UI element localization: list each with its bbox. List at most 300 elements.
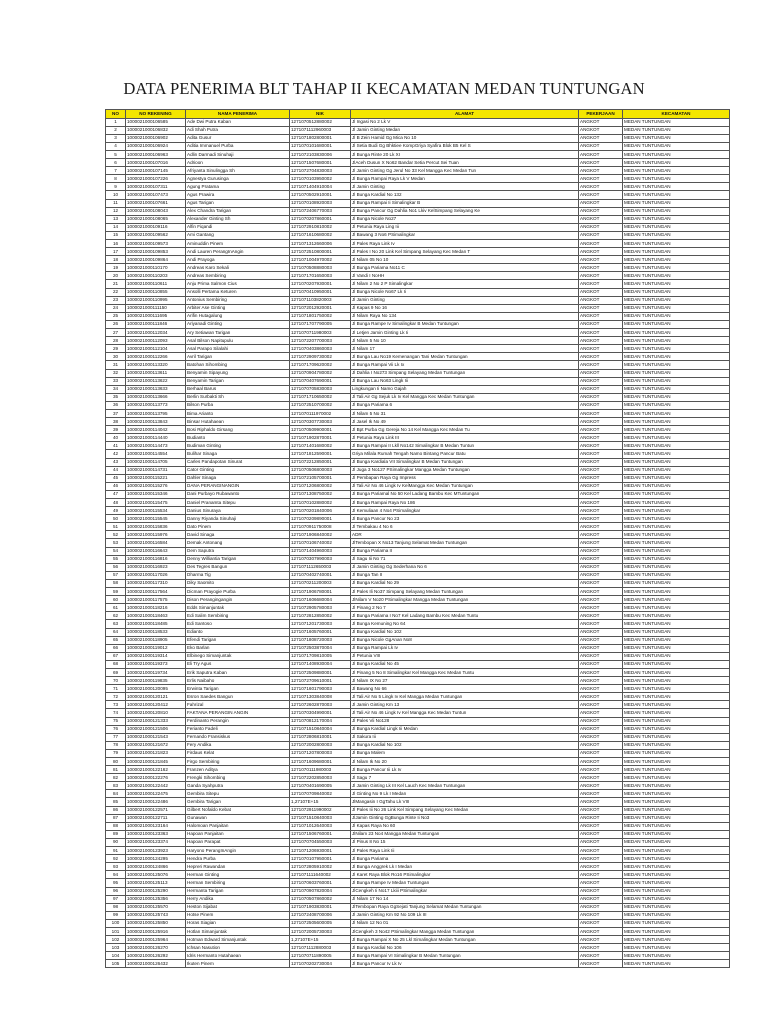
- cell-alamat: ADR: [351, 531, 579, 539]
- cell-rekening: 1000021000114440: [126, 434, 186, 442]
- cell-no: 85: [106, 798, 126, 806]
- table-row: [106, 369, 730, 377]
- cell-alamat: Jl Nilam 5 No 31: [351, 409, 579, 417]
- cell-no: 73: [106, 701, 126, 709]
- cell-rekening: 1000021000114473: [126, 442, 186, 450]
- cell-kecamatan: MEDAN TUNTUNGAN: [623, 806, 730, 814]
- cell-kecamatan: MEDAN TUNTUNGAN: [623, 507, 730, 515]
- cell-nik: 1271071012640003: [290, 822, 351, 830]
- cell-nik: 1271071609680001: [290, 758, 351, 766]
- cell-rekening: 1000021000106902: [126, 134, 186, 142]
- cell-alamat: Jl Nilam 17: [351, 345, 579, 353]
- cell-pekerjaan: ANGKOT: [579, 175, 623, 183]
- table-row: [106, 418, 730, 426]
- cell-kecamatan: MEDAN TUNTUNGAN: [623, 563, 730, 571]
- cell-no: 49: [106, 507, 126, 515]
- cell-kecamatan: MEDAN TUNTUNGAN: [623, 191, 730, 199]
- cell-rekening: 1000021000106963: [126, 150, 186, 158]
- cell-nik: 1271072910810002: [290, 223, 351, 231]
- cell-nik: 1271070111970002: [290, 409, 351, 417]
- cell-nik: 1271070202730004: [290, 960, 351, 968]
- cell-pekerjaan: ANGKOT: [579, 458, 623, 466]
- cell-pekerjaan: ANGKOT: [579, 183, 623, 191]
- cell-pekerjaan: ANGKOT: [579, 167, 623, 175]
- cell-rekening: 1000021000123923: [126, 847, 186, 855]
- cell-rekening: 1000021000113773: [126, 401, 186, 409]
- cell-alamat: Jl Bunga Pariama: [351, 855, 579, 863]
- table-row: [106, 482, 730, 490]
- cell-rekening: 1000021000125964: [126, 936, 186, 944]
- cell-nama: Ichsan Nasution: [186, 944, 290, 952]
- cell-kecamatan: MEDAN TUNTUNGAN: [623, 887, 730, 895]
- cell-nama: Des Tegres Bangun: [186, 563, 290, 571]
- table-row: [106, 952, 730, 960]
- cell-nama: Hendra Purba: [186, 855, 290, 863]
- cell-pekerjaan: ANGKOT: [579, 725, 623, 733]
- cell-alamat: Jl Kemuliaan 4 No4 PSimalingkar: [351, 507, 579, 515]
- table-row: [106, 733, 730, 741]
- cell-no: 75: [106, 717, 126, 725]
- cell-no: 26: [106, 320, 126, 328]
- cell-nama: Ferdinanto Perangin: [186, 717, 290, 725]
- table-row: [106, 215, 730, 223]
- cell-rekening: 1000021000107473: [126, 191, 186, 199]
- cell-nik: 1271070603760001: [290, 879, 351, 887]
- cell-no: 105: [106, 960, 126, 968]
- cell-nik: 1271071510840004: [290, 725, 351, 733]
- cell-alamat: Jl Jamin Ginting Km 92 No 109 Lk III: [351, 911, 579, 919]
- cell-alamat: JlCengkeh Ii No17 Lkiii PSimalingkar: [351, 887, 579, 895]
- cell-rekening: 1000021000124295: [126, 855, 186, 863]
- cell-pekerjaan: ANGKOT: [579, 555, 623, 563]
- cell-nama: Erwinta Tarigan: [186, 685, 290, 693]
- cell-no: 55: [106, 555, 126, 563]
- cell-rekening: 1000021000111695: [126, 312, 186, 320]
- cell-nik: 1271071404910004: [290, 183, 351, 191]
- cell-pekerjaan: ANGKOT: [579, 337, 623, 345]
- cell-pekerjaan: ANGKOT: [579, 628, 623, 636]
- cell-no: 81: [106, 766, 126, 774]
- table-row: [106, 320, 730, 328]
- cell-kecamatan: MEDAN TUNTUNGAN: [623, 353, 730, 361]
- cell-alamat: Jl Bunga Pariamal No 50 Kel Ladang Bambu Kec MTuntungan: [351, 490, 579, 498]
- cell-nama: Gembira Tarigan: [186, 798, 290, 806]
- cell-nama: Horas Siagian: [186, 919, 290, 927]
- cell-rekening: 1000021000125743: [126, 911, 186, 919]
- cell-rekening: 1000021000112034: [126, 329, 186, 337]
- cell-kecamatan: MEDAN TUNTUNGAN: [623, 596, 730, 604]
- cell-no: 92: [106, 855, 126, 863]
- cell-kecamatan: MEDAN TUNTUNGAN: [623, 620, 730, 628]
- cell-nik: 1271071207800003: [290, 749, 351, 757]
- cell-kecamatan: MEDAN TUNTUNGAN: [623, 701, 730, 709]
- cell-nik: 1271070403860003: [290, 345, 351, 353]
- table-row: [106, 863, 730, 871]
- cell-nik: 1271070407690001: [290, 377, 351, 385]
- cell-rekening: 1000021000117026: [126, 571, 186, 579]
- cell-rekening: 1000021000119012: [126, 644, 186, 652]
- cell-alamat: Jl Pinus 8 No 15: [351, 838, 579, 846]
- table-row: [106, 142, 730, 150]
- column-header-kecamatan: KECAMATAN: [623, 110, 730, 119]
- cell-alamat: Jl Bunga Nicole No67 Lk Ii: [351, 288, 579, 296]
- cell-nik: 1271071510840003: [290, 814, 351, 822]
- cell-nik: 1271070108920003: [290, 199, 351, 207]
- cell-nik: 1271070410950001: [290, 288, 351, 296]
- cell-pekerjaan: ANGKOT: [579, 830, 623, 838]
- cell-pekerjaan: ANGKOT: [579, 733, 623, 741]
- cell-no: 66: [106, 644, 126, 652]
- cell-pekerjaan: ANGKOT: [579, 304, 623, 312]
- cell-alamat: Jl Bunga Rinte 20 Lk XI: [351, 150, 579, 158]
- cell-pekerjaan: ANGKOT: [579, 547, 623, 555]
- cell-no: 13: [106, 215, 126, 223]
- cell-nik: 1271072105700001: [290, 474, 351, 482]
- table-row: [106, 288, 730, 296]
- cell-no: 93: [106, 863, 126, 871]
- cell-pekerjaan: ANGKOT: [579, 231, 623, 239]
- cell-no: 8: [106, 175, 126, 183]
- cell-kecamatan: MEDAN TUNTUNGAN: [623, 426, 730, 434]
- cell-alamat: Jl Nilam 05 No 10: [351, 256, 579, 264]
- cell-rekening: 1000021000115545: [126, 515, 186, 523]
- cell-pekerjaan: ANGKOT: [579, 895, 623, 903]
- cell-no: 83: [106, 782, 126, 790]
- cell-alamat: Jl Juga 3 No127 PSimalingkar Mangga Medan Tuntungan: [351, 466, 579, 474]
- cell-alamat: Jl Bunga Rampai X No 25 Lkl Simalingkar Medan Tuntungan: [351, 936, 579, 944]
- cell-rekening: 1000021000109864: [126, 256, 186, 264]
- table-row: [106, 175, 730, 183]
- cell-alamat: Jl Bunga Rampai Ii Simalingkar B: [351, 199, 579, 207]
- table-row: [106, 539, 730, 547]
- cell-no: 25: [106, 312, 126, 320]
- cell-nik: 1271071801750002: [290, 312, 351, 320]
- cell-no: 59: [106, 588, 126, 596]
- cell-rekening: 1000021000107661: [126, 199, 186, 207]
- cell-kecamatan: MEDAN TUNTUNGAN: [623, 709, 730, 717]
- cell-no: 33: [106, 377, 126, 385]
- cell-no: 1: [106, 118, 126, 126]
- cell-rekening: 1000021000112266: [126, 353, 186, 361]
- cell-pekerjaan: ANGKOT: [579, 919, 623, 927]
- cell-rekening: 1000021000107311: [126, 183, 186, 191]
- cell-pekerjaan: ANGKOT: [579, 531, 623, 539]
- cell-nik: 1271070502910001: [290, 191, 351, 199]
- cell-rekening: 1000021000125113: [126, 879, 186, 887]
- cell-pekerjaan: ANGKOT: [579, 215, 623, 223]
- table-row: [106, 944, 730, 952]
- cell-no: 21: [106, 280, 126, 288]
- cell-alamat: Jl Tali Air Gg Sejuk Lk Iv Kel Mangga Kec Medan Tuntungan: [351, 393, 579, 401]
- cell-no: 14: [106, 223, 126, 231]
- cell-nama: Ansolli Pertama Keturen: [186, 288, 290, 296]
- table-row: [106, 523, 730, 531]
- cell-alamat: Jl Bunga Kardial No 102: [351, 741, 579, 749]
- cell-nama: Edds Simanjuntak: [186, 604, 290, 612]
- cell-nama: Denny Williantia Tarigan: [186, 555, 290, 563]
- cell-no: 34: [106, 385, 126, 393]
- cell-pekerjaan: ANGKOT: [579, 863, 623, 871]
- table-row: [106, 790, 730, 798]
- cell-pekerjaan: ANGKOT: [579, 482, 623, 490]
- cell-no: 77: [106, 733, 126, 741]
- cell-rekening: 1000021000108043: [126, 207, 186, 215]
- table-row: [106, 927, 730, 935]
- cell-kecamatan: MEDAN TUNTUNGAN: [623, 652, 730, 660]
- cell-rekening: 1000021000122276: [126, 774, 186, 782]
- cell-alamat: Jl Ingasi No 2 Lk V: [351, 118, 579, 126]
- cell-alamat: JlNilam 23 No4 Mangga Medan Tuntungan: [351, 830, 579, 838]
- table-row: [106, 272, 730, 280]
- table-row: [106, 555, 730, 563]
- cell-rekening: 1000021000106832: [126, 126, 186, 134]
- table-row: [106, 280, 730, 288]
- cell-nama: Halomoan Panjaitan: [186, 822, 290, 830]
- cell-nama: Edi Salim Sembiring: [186, 612, 290, 620]
- cell-nik: 1271070507860002: [290, 895, 351, 903]
- cell-nama: Esron Saedes Bangun: [186, 693, 290, 701]
- cell-alamat: Jl Bunga Rampai II Lkll No142 Simalingkar B Medan Tuntun: [351, 442, 579, 450]
- table-row: [106, 223, 730, 231]
- cell-rekening: 1000021000114042: [126, 426, 186, 434]
- cell-no: 95: [106, 879, 126, 887]
- cell-nik: 1271072510700002: [290, 401, 351, 409]
- cell-pekerjaan: ANGKOT: [579, 474, 623, 482]
- cell-alamat: Jl Bunga Rampai Lk Iv: [351, 644, 579, 652]
- cell-no: 7: [106, 167, 126, 175]
- cell-alamat: Jl Jamin Ginting: [351, 296, 579, 304]
- cell-nama: Andreas Sembiring: [186, 272, 290, 280]
- cell-alamat: Jl Letjen Jamin Ginting Lk Ii: [351, 329, 579, 337]
- cell-nama: Bosi Riphaldo Girsang: [186, 426, 290, 434]
- cell-nama: Elbinego Simanjuntak: [186, 652, 290, 660]
- cell-kecamatan: MEDAN TUNTUNGAN: [623, 588, 730, 596]
- cell-alamat: Jl Bunga Pariama No11 C: [351, 264, 579, 272]
- cell-nama: Bulihar Sinaga: [186, 450, 290, 458]
- table-row: [106, 393, 730, 401]
- table-row: [106, 167, 730, 175]
- table-row: [106, 701, 730, 709]
- cell-pekerjaan: ANGKOT: [579, 749, 623, 757]
- cell-no: 5: [106, 150, 126, 158]
- cell-no: 102: [106, 936, 126, 944]
- cell-nama: Agus Tarigan: [186, 199, 290, 207]
- cell-rekening: 1000021000110855: [126, 288, 186, 296]
- cell-rekening: 1000021000119835: [126, 677, 186, 685]
- cell-nama: Gilbert Nofaldo Kebat: [186, 806, 290, 814]
- cell-alamat: Jl Vandi I NoHH: [351, 272, 579, 280]
- cell-kecamatan: MEDAN TUNTUNGAN: [623, 863, 730, 871]
- cell-nik: 1271071707790005: [290, 320, 351, 328]
- cell-nik: 1271070209890001: [290, 515, 351, 523]
- cell-nama: Gembira Sitepu: [186, 790, 290, 798]
- cell-kecamatan: MEDAN TUNTUNGAN: [623, 167, 730, 175]
- cell-pekerjaan: ANGKOT: [579, 927, 623, 935]
- cell-rekening: 1000021000111150: [126, 304, 186, 312]
- cell-alamat: Jl Bunga Pancur Iv Lk Iv: [351, 960, 579, 968]
- table-row: [106, 199, 730, 207]
- cell-no: 2: [106, 126, 126, 134]
- cell-pekerjaan: ANGKOT: [579, 272, 623, 280]
- cell-pekerjaan: ANGKOT: [579, 822, 623, 830]
- cell-kecamatan: MEDAN TUNTUNGAN: [623, 822, 730, 830]
- cell-rekening: 1000021000110995: [126, 296, 186, 304]
- cell-kecamatan: MEDAN TUNTUNGAN: [623, 895, 730, 903]
- cell-nama: Danius Sinuraya: [186, 507, 290, 515]
- cell-nama: Hotman Edward Simanjuntak: [186, 936, 290, 944]
- cell-nik: 1271071401680002: [290, 442, 351, 450]
- cell-nama: Danny Riyanda Sinuhaji: [186, 515, 290, 523]
- cell-no: 71: [106, 685, 126, 693]
- cell-alamat: JlAceh Dusun X No62 Bandar Setia Percut Sei Tuan: [351, 159, 579, 167]
- cell-kecamatan: MEDAN TUNTUNGAN: [623, 774, 730, 782]
- cell-no: 4: [106, 142, 126, 150]
- cell-pekerjaan: ANGKOT: [579, 134, 623, 142]
- cell-alamat: JlNilam V No20 PSimalingkar Mangga Medan Tuntungan: [351, 596, 579, 604]
- cell-rekening: 1000021000117310: [126, 579, 186, 587]
- cell-nama: Berlin Surbakti Sh: [186, 393, 290, 401]
- cell-nama: Ary Setiawan Tarigan: [186, 329, 290, 337]
- cell-alamat: Jl Pinang 5 No 8 Simalingkar Kel Mangga Kec Medan Tuntu: [351, 668, 579, 676]
- cell-rekening: 1000021000124866: [126, 863, 186, 871]
- cell-nama: Edianto: [186, 628, 290, 636]
- cell-alamat: JlTembopan Raya GgSejati Tanjung Selamat Medan Tuntungan: [351, 903, 579, 911]
- cell-nama: Haryono PerangInAngin: [186, 847, 290, 855]
- cell-alamat: Jl Bunga Rampe Iv Simalingkar B Medan Tuntungan: [351, 320, 579, 328]
- cell-rekening: 1000021000113633: [126, 385, 186, 393]
- cell-no: 24: [106, 304, 126, 312]
- cell-kecamatan: MEDAN TUNTUNGAN: [623, 733, 730, 741]
- cell-nik: 1271070102880002: [290, 499, 351, 507]
- cell-nama: Dahler Sinaga: [186, 474, 290, 482]
- cell-alamat: Jl Bunga Rampai Vii Lk Ix: [351, 361, 579, 369]
- cell-nik: 1271072709610001: [290, 677, 351, 685]
- table-row: [106, 725, 730, 733]
- cell-alamat: Jl Bunga Pariama I No7 Kel Ladang Bambu Kec Medan Tuntu: [351, 612, 579, 620]
- cell-no: 15: [106, 231, 126, 239]
- cell-nama: Alexander Ginting Sh: [186, 215, 290, 223]
- cell-no: 28: [106, 337, 126, 345]
- table-row: [106, 183, 730, 191]
- cell-nik: 1271070307990003: [290, 555, 351, 563]
- table-row: [106, 895, 730, 903]
- cell-pekerjaan: ANGKOT: [579, 790, 623, 798]
- cell-nama: Andi Prayoga: [186, 256, 290, 264]
- cell-kecamatan: MEDAN TUNTUNGAN: [623, 304, 730, 312]
- cell-nama: Ikuten Pinem: [186, 960, 290, 968]
- cell-kecamatan: MEDAN TUNTUNGAN: [623, 248, 730, 256]
- cell-pekerjaan: ANGKOT: [579, 288, 623, 296]
- cell-nama: Agnestya Gurusinga: [186, 175, 290, 183]
- cell-nama: Herman Ginting: [186, 871, 290, 879]
- cell-nama: Hepreri Rawandan: [186, 863, 290, 871]
- cell-rekening: 1000021000113666: [126, 393, 186, 401]
- cell-nama: FAKTANA PERANGIN ANGIN: [186, 709, 290, 717]
- cell-pekerjaan: ANGKOT: [579, 588, 623, 596]
- cell-nik: 1271071906780001: [290, 588, 351, 596]
- cell-pekerjaan: ANGKOT: [579, 191, 623, 199]
- cell-kecamatan: MEDAN TUNTUNGAN: [623, 838, 730, 846]
- cell-no: 44: [106, 466, 126, 474]
- cell-no: 42: [106, 450, 126, 458]
- cell-nama: Alex Chandra Tarigan: [186, 207, 290, 215]
- cell-pekerjaan: ANGKOT: [579, 312, 623, 320]
- cell-rekening: 1000021000122486: [126, 798, 186, 806]
- cell-nama: Frengki Sihombing: [186, 774, 290, 782]
- cell-nama: Efendi Tarigan: [186, 636, 290, 644]
- cell-alamat: Jl Tembakau 4 No 6: [351, 523, 579, 531]
- cell-nik: 1271070704550003: [290, 838, 351, 846]
- cell-nama: Berhaal Barus: [186, 385, 290, 393]
- cell-rekening: 1000021000111846: [126, 320, 186, 328]
- cell-kecamatan: MEDAN TUNTUNGAN: [623, 847, 730, 855]
- cell-pekerjaan: ANGKOT: [579, 677, 623, 685]
- cell-nik: 1271072602870003: [290, 701, 351, 709]
- cell-pekerjaan: ANGKOT: [579, 944, 623, 952]
- cell-nik: 1271070709840002: [290, 790, 351, 798]
- cell-no: 88: [106, 822, 126, 830]
- cell-kecamatan: MEDAN TUNTUNGAN: [623, 418, 730, 426]
- cell-nik: 1271071112960003: [290, 126, 351, 134]
- cell-alamat: Jl Setia Budi Gg Bhktiee KompGriya Syafira Blok B5 Kel S: [351, 142, 579, 150]
- table-row: [106, 903, 730, 911]
- cell-pekerjaan: ANGKOT: [579, 329, 623, 337]
- cell-nik: 1271072202850003: [290, 774, 351, 782]
- cell-alamat: Jl Bunga Rampai VI Simalingkar B Medan Tuntungan: [351, 952, 579, 960]
- cell-nama: Fery Andika: [186, 741, 290, 749]
- table-row: [106, 830, 730, 838]
- table-row: [106, 612, 730, 620]
- cell-kecamatan: MEDAN TUNTUNGAN: [623, 142, 730, 150]
- cell-rekening: 1000021000109573: [126, 240, 186, 248]
- cell-alamat: Jl Sakura Iii: [351, 733, 579, 741]
- cell-pekerjaan: ANGKOT: [579, 393, 623, 401]
- cell-kecamatan: MEDAN TUNTUNGAN: [623, 936, 730, 944]
- cell-pekerjaan: ANGKOT: [579, 668, 623, 676]
- cell-pekerjaan: ANGKOT: [579, 798, 623, 806]
- cell-alamat: Jl Bunga Kardial No 106: [351, 944, 579, 952]
- cell-kecamatan: MEDAN TUNTUNGAN: [623, 685, 730, 693]
- cell-rekening: 1000021000125570: [126, 903, 186, 911]
- cell-nama: Carles Pandapotan Sinurat: [186, 458, 290, 466]
- table-row: [106, 507, 730, 515]
- cell-nama: Eli Try Agus: [186, 660, 290, 668]
- cell-nik: 1271072503870004: [290, 644, 351, 652]
- cell-nik: 1271070207860001: [290, 215, 351, 223]
- cell-kecamatan: MEDAN TUNTUNGAN: [623, 660, 730, 668]
- cell-pekerjaan: ANGKOT: [579, 256, 623, 264]
- cell-rekening: 1000021000121845: [126, 758, 186, 766]
- cell-rekening: 1000021000126432: [126, 960, 186, 968]
- cell-pekerjaan: ANGKOT: [579, 523, 623, 531]
- cell-kecamatan: MEDAN TUNTUNGAN: [623, 369, 730, 377]
- table-row: [106, 855, 730, 863]
- cell-kecamatan: MEDAN TUNTUNGAN: [623, 215, 730, 223]
- table-row: [106, 466, 730, 474]
- cell-kecamatan: MEDAN TUNTUNGAN: [623, 644, 730, 652]
- cell-alamat: Jl Bunga Rampai Raya Lk V Medan: [351, 175, 579, 183]
- table-row: [106, 766, 730, 774]
- cell-kecamatan: MEDAN TUNTUNGAN: [623, 272, 730, 280]
- cell-no: 72: [106, 693, 126, 701]
- cell-alamat: Griya Milala Rumah Tengah Namo Bintang Pancur Batu: [351, 450, 579, 458]
- cell-rekening: 1000021000107016: [126, 159, 186, 167]
- table-row: [106, 345, 730, 353]
- cell-kecamatan: MEDAN TUNTUNGAN: [623, 296, 730, 304]
- cell-alamat: Jl Kapas 9 No 16: [351, 304, 579, 312]
- cell-rekening: 1000021000109562: [126, 231, 186, 239]
- cell-no: 74: [106, 709, 126, 717]
